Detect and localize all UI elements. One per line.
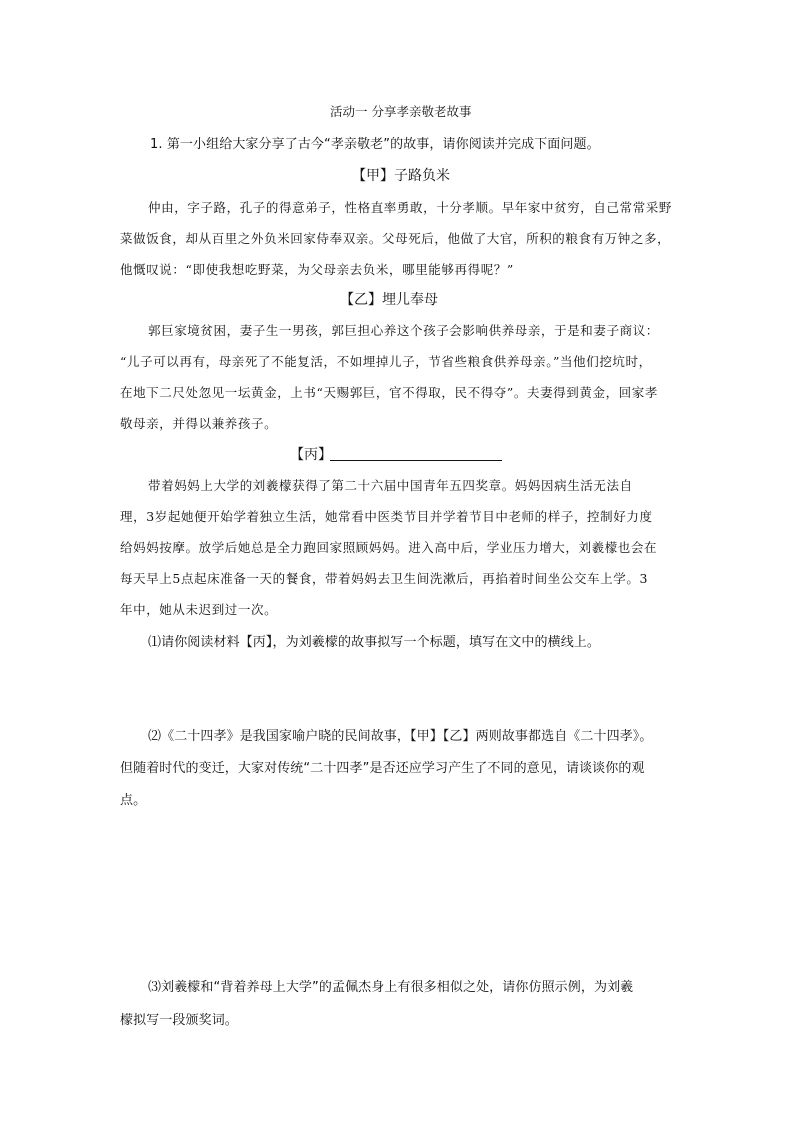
story-jia-line: 他慨叹说：“即使我想吃野菜，为父母亲去负米，哪里能够再得呢？” <box>120 262 514 277</box>
story-bing-line: 每天早上5点起床准备一天的餐食，带着妈妈去卫生间洗漱后，再掐着时间坐公交车上学。3 <box>120 571 649 586</box>
question-1-3-line: ⑶刘羲檬和“背着养母上大学”的孟佩杰身上有很多相似之处，请你仿照示例，为刘羲 <box>148 980 634 995</box>
story-bing-line: 带着妈妈上大学的刘羲檬获得了第二十六届中国青年五四奖章。妈妈因病生活无法自 <box>148 478 633 493</box>
story-jia-line: 菜做饭食，却从百里之外负米回家侍奉双亲。父母死后，他做了大官，所积的粮食有万钟之多， <box>120 231 671 246</box>
question-1-intro: 1. 第一小组给大家分享了古今“孝亲敬老”的故事，请你阅读并完成下面问题。 <box>150 137 600 152</box>
story-bing-line: 给妈妈按摩。放学后她总是全力跑回家照顾妈妈。进入高中后，学业压力增大，刘羲檬也会在 <box>120 540 658 555</box>
story-yi-line: 在地下二尺处忽见一坛黄金，上书“天赐郭巨，官不得取，民不得夺”。夫妻得到黄金，回家孝 <box>120 385 658 400</box>
story-jia-heading: 【甲】子路负米 <box>352 168 450 184</box>
story-yi-line: 郭巨家境贫困，妻子生一男孩，郭巨担心养这个孩子会影响供养母亲，于是和妻子商议： <box>148 323 659 338</box>
title-answer-blank[interactable] <box>330 460 502 461</box>
answer-area-q2[interactable] <box>120 820 680 960</box>
question-1-3-line: 檬拟写一段颁奖词。 <box>120 1013 238 1028</box>
question-1-1: ⑴请你阅读材料【丙】，为刘羲檬的故事拟写一个标题，填写在文中的横线上。 <box>148 635 601 650</box>
story-yi-line: 敬母亲，并得以兼养孩子。 <box>120 416 278 431</box>
story-yi-line: “儿子可以再有，母亲死了不能复活，不如埋掉儿子，节省些粮食供养母亲。”当他们挖坑时， <box>120 354 652 369</box>
story-bing-line: 年中，她从未迟到过一次。 <box>120 602 278 617</box>
story-yi-heading: 【乙】埋儿奉母 <box>340 292 438 308</box>
question-1-2-line: 点。 <box>120 793 147 808</box>
story-bing-line: 理，3岁起她便开始学着独立生活，她常看中医类节目并学着节目中老师的样子，控制好力度 <box>120 509 653 524</box>
question-1-2-line: ⑵《二十四孝》是我国家喻户晓的民间故事，【甲】【乙】两则故事都选自《二十四孝》。 <box>148 729 653 744</box>
activity-title: 活动一 分享孝亲敬老故事 <box>330 104 472 119</box>
question-1-2-line: 但随着时代的变迁，大家对传统“二十四孝”是否还应学习产生了不同的意见，请谈谈你的观 <box>120 761 645 776</box>
answer-area-q3[interactable] <box>120 1040 680 1110</box>
story-bing-heading: 【丙】 <box>290 447 332 463</box>
story-jia-line: 仲由，字子路，孔子的得意弟子，性格直率勇敢，十分孝顺。早年家中贫穷，自己常常采野 <box>148 200 673 215</box>
answer-area-q1[interactable] <box>120 660 680 720</box>
